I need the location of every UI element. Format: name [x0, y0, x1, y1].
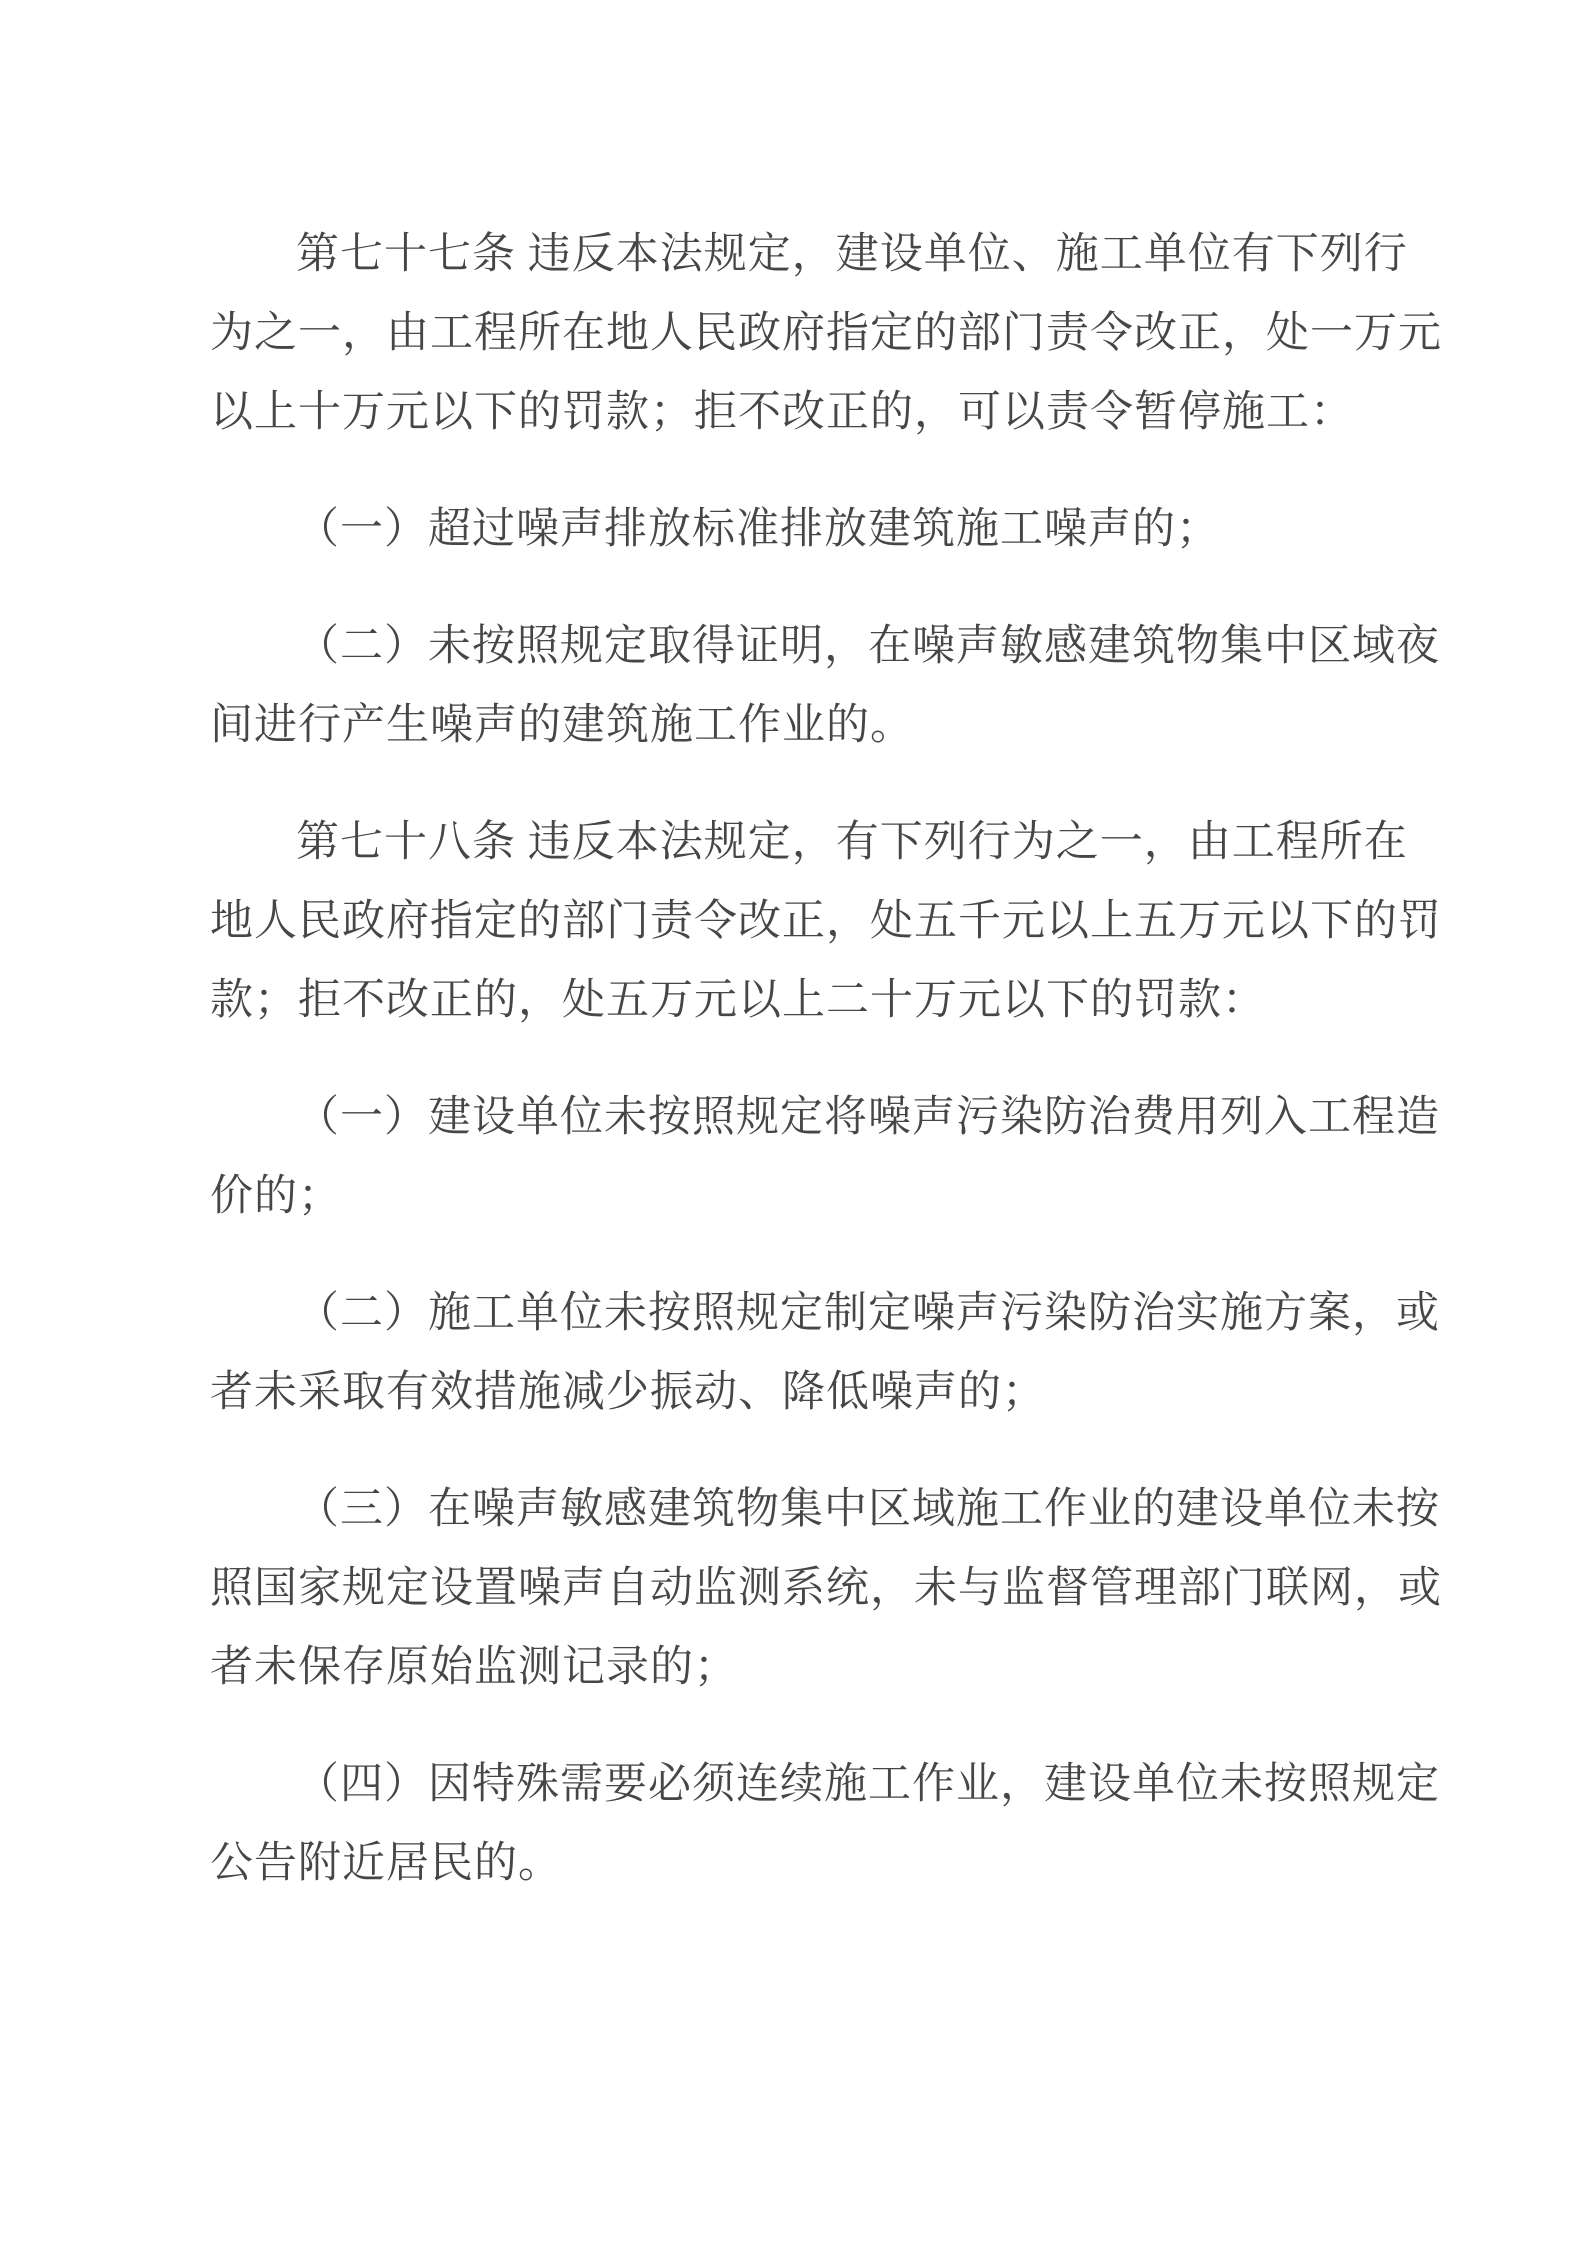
text-line: 照国家规定设置噪声自动监测系统，未与监督管理部门联网，或 [210, 1565, 1442, 1612]
text-line: （一）超过噪声排放标准排放建筑施工噪声的； [296, 506, 1220, 553]
legal-text-body [210, 215, 1490, 1903]
article-77-item-2 [210, 607, 1490, 765]
text-line: 地人民政府指定的部门责令改正，处五千元以上五万元以下的罚 [210, 898, 1442, 945]
text-line: 间进行产生噪声的建筑施工作业的。 [210, 702, 914, 749]
text-line: 第七十七条 违反本法规定，建设单位、施工单位有下列行 [296, 231, 1408, 278]
article-78-item-3 [210, 1470, 1490, 1707]
article-78 [210, 803, 1490, 1040]
article-78-item-1 [210, 1078, 1490, 1236]
article-78-item-2 [210, 1274, 1490, 1432]
text-line: （二）施工单位未按照规定制定噪声污染防治实施方案，或 [296, 1290, 1440, 1337]
text-line: （三）在噪声敏感建筑物集中区域施工作业的建设单位未按 [296, 1486, 1440, 1533]
text-line: 第七十八条 违反本法规定，有下列行为之一，由工程所在 [296, 819, 1408, 866]
article-77 [210, 215, 1490, 452]
article-77-item-1 [210, 490, 1490, 569]
text-line: 以上十万元以下的罚款；拒不改正的，可以责令暂停施工： [210, 389, 1354, 436]
text-line: 者未保存原始监测记录的； [210, 1644, 738, 1691]
text-line: （四）因特殊需要必须连续施工作业，建设单位未按照规定 [296, 1761, 1440, 1808]
text-line: 为之一，由工程所在地人民政府指定的部门责令改正，处一万元 [210, 310, 1442, 357]
text-line: 价的； [210, 1173, 342, 1220]
article-78-item-4 [210, 1745, 1490, 1903]
text-line: （二）未按照规定取得证明，在噪声敏感建筑物集中区域夜 [296, 623, 1440, 670]
text-line: 公告附近居民的。 [210, 1840, 562, 1887]
text-line: 者未采取有效措施减少振动、降低噪声的； [210, 1369, 1046, 1416]
text-line: 款；拒不改正的，处五万元以上二十万元以下的罚款： [210, 977, 1266, 1024]
text-line: （一）建设单位未按照规定将噪声污染防治费用列入工程造 [296, 1094, 1440, 1141]
